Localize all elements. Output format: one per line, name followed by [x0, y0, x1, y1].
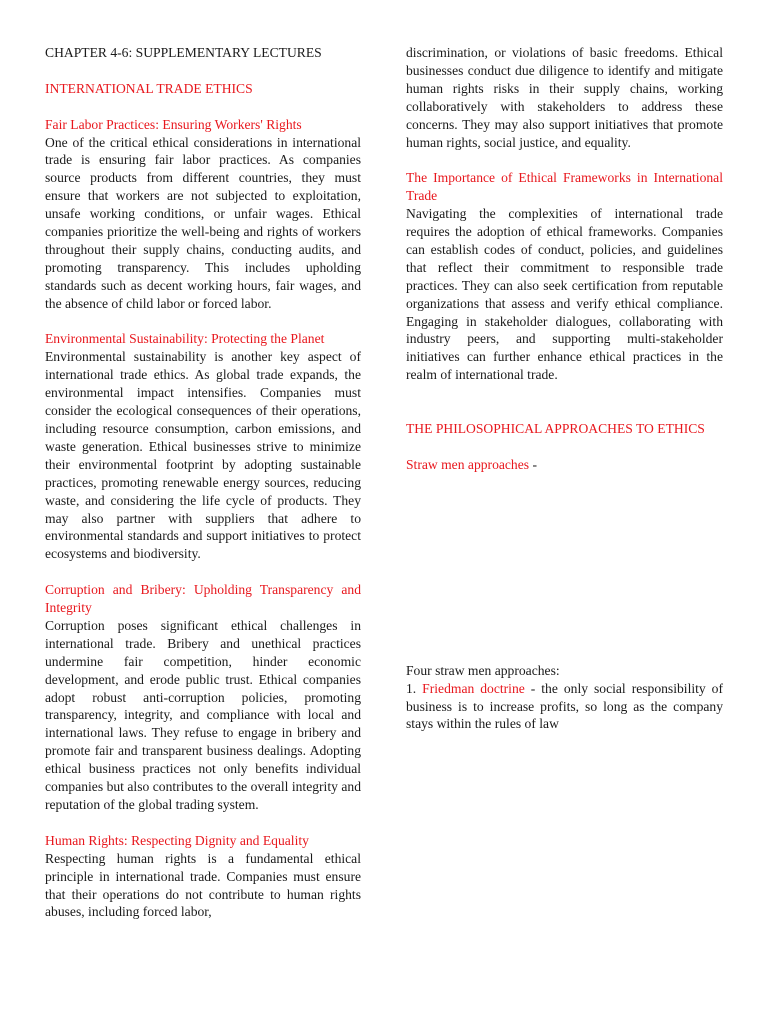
straw-men-label: Straw men approaches — [406, 456, 530, 472]
right-column — [406, 44, 723, 733]
approach-item-1-number: 1. — [406, 680, 423, 696]
section-body-frameworks: Navigating the complexities of international trade requires the adoption of ethical frameworks. Companies can establish codes of conduct, policies, and guidelines that reflect their commitment to responsible trade practices. They can also seek certification from reputable organizations that assess and verify ethical compliance. Engaging in stakeholder dialogues, collaborating with industry peers, and supporting multi-stakeholder initiatives can further enhance ethical practices in the realm of international trade. — [406, 206, 723, 383]
section-heading-frameworks: The Importance of Ethical Frameworks in International Trade — [406, 170, 723, 204]
section-body-environment: Environmental sustainability is another key aspect of international trade ethics. As global trade expands, the environmental impact intensifies. Companies must consider the ecological consequences of their operations, including resource consumption, carbon emissions, and waste generation. Ethical businesses strive to minimize their environmental footprint by adopting sustainable practices, promoting renewable energy sources, reducing waste, and considering the life cycle of products. They may also partner with suppliers that adhere to environmental standards and support initiatives to protect ecosystems and biodiversity. — [45, 349, 361, 562]
left-column — [45, 44, 361, 921]
friedman-doctrine-term: Friedman doctrine — [422, 680, 525, 696]
four-approaches-intro: Four straw men approaches: — [406, 662, 560, 678]
section-body-human-rights: Respecting human rights is a fundamental ethical principle in international trade. Companies must ensure that their operations do not contribute to human rights abuses, including forced labor, — [45, 850, 361, 920]
main-heading: INTERNATIONAL TRADE ETHICS — [45, 80, 253, 96]
approach-item-1 — [406, 680, 723, 734]
philosophical-heading: THE PHILOSOPHICAL APPROACHES TO ETHICS — [406, 421, 705, 436]
section-heading-environment: Environmental Sustainability: Protecting the Planet — [45, 331, 325, 347]
section-heading-fair-labor: Fair Labor Practices: Ensuring Workers' Rights — [45, 116, 302, 132]
approach-item-1-text: - the only social responsibility of business is to increase profits, so long as the company stays within the rules of law — [406, 680, 723, 732]
section-heading-corruption: Corruption and Bribery: Upholding Transparency and Integrity — [45, 582, 361, 616]
human-rights-continuation: discrimination, or violations of basic freedoms. Ethical businesses conduct due diligence to identify and mitigate human rights risks in their supply chains, working collaboratively with stakeholders to address these concerns. They may also support initiatives that promote human rights, social justice, and equality. — [406, 45, 723, 150]
section-body-corruption: Corruption poses significant ethical challenges in international trade. Bribery and unethical practices undermine fair competition, hinder economic development, and erode public trust. Ethical companies adopt robust anti-corruption policies, promoting transparency, integrity, and compliance with local and international laws. They refuse to engage in bribery and promote fair and transparent business dealings. Adopting ethical business practices not only benefits individual companies but also contributes to the overall integrity and reputation of the global trading system. — [45, 617, 361, 812]
straw-men-line — [406, 456, 723, 474]
section-heading-human-rights: Human Rights: Respecting Dignity and Equality — [45, 832, 309, 848]
chapter-title: CHAPTER 4-6: SUPPLEMENTARY LECTURES — [45, 45, 322, 60]
section-body-fair-labor: One of the critical ethical considerations in international trade is ensuring fair labor practices. As companies source products from different countries, they must ensure that workers are not subjected to exploitation, unsafe working conditions, or unfair wages. Ethical companies prioritize the well-being and rights of workers throughout their supply chains, conducting audits, and promoting transparency. This includes upholding standards such as decent working hours, fair wages, and the absence of child labor or forced labor. — [45, 134, 361, 311]
straw-men-dash: - — [529, 456, 537, 472]
